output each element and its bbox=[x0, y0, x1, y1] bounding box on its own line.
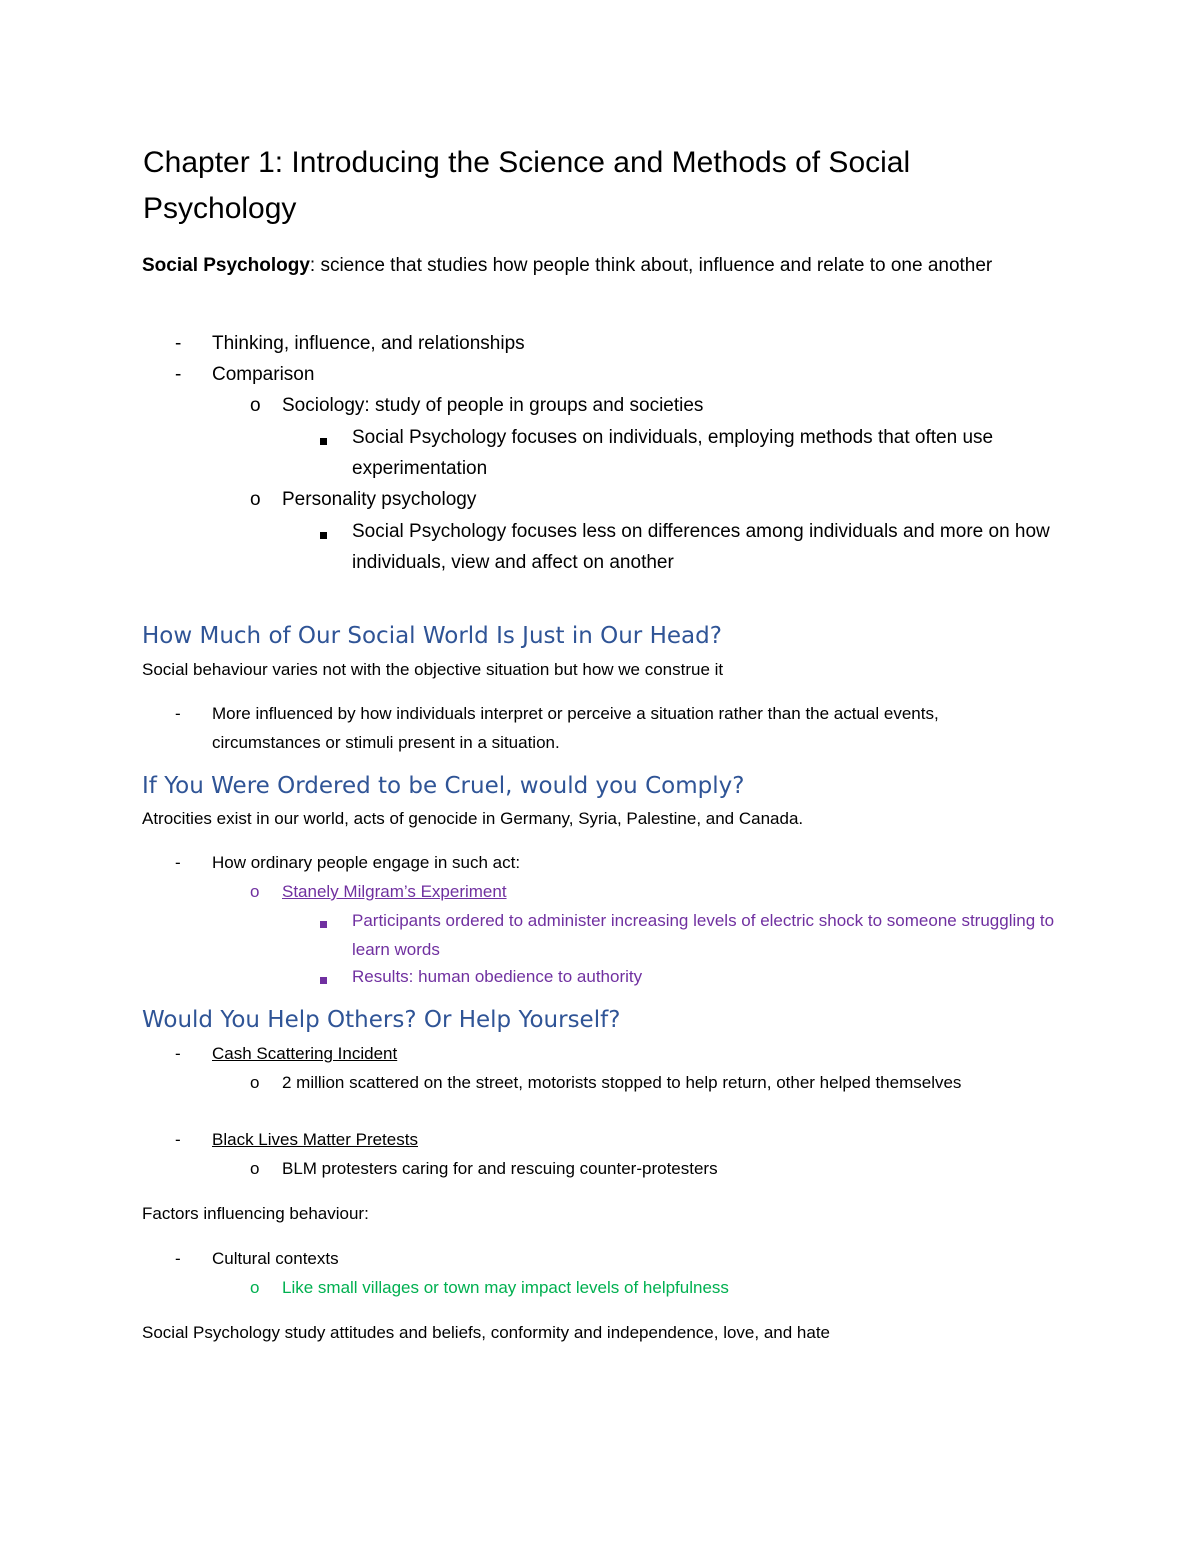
list-item-cultural-contexts: Cultural contexts bbox=[212, 1249, 339, 1268]
section-intro: Social behaviour varies not with the objective situation but how we construe it bbox=[142, 660, 724, 679]
dash-bullet: - bbox=[175, 364, 182, 385]
list-item-sociology: Sociology: study of people in groups and societies bbox=[282, 395, 704, 416]
milgram-experiment-link[interactable]: Stanely Milgram’s Experiment bbox=[282, 882, 507, 901]
circle-bullet: o bbox=[250, 489, 261, 510]
list-item-blm: Black Lives Matter Pretests bbox=[212, 1130, 418, 1149]
factors-label: Factors influencing behaviour: bbox=[142, 1204, 369, 1223]
list-item-personality: Personality psychology bbox=[282, 489, 477, 510]
section-heading: If You Were Ordered to be Cruel, would you Comply? bbox=[142, 773, 745, 799]
square-bullet-icon bbox=[320, 526, 327, 544]
square-bullet-icon bbox=[320, 915, 327, 933]
list-item-detail: Like small villages or town may impact levels of helpfulness bbox=[282, 1278, 729, 1297]
list-item-sociology-detail: Social Psychology focuses on individuals, employing methods that often use experimentation bbox=[352, 427, 994, 479]
section-heading: Would You Help Others? Or Help Yourself? bbox=[142, 1007, 621, 1033]
list-item-personality-detail: Social Psychology focuses less on differences among individuals and more on how individuals, view and affect on another bbox=[352, 521, 1050, 573]
list-item-comparison: Comparison bbox=[212, 364, 315, 385]
dash-bullet: - bbox=[175, 1044, 181, 1063]
page-title: Chapter 1: Introducing the Science and Methods of Social Psychology bbox=[143, 146, 911, 225]
definition-paragraph bbox=[142, 250, 1042, 281]
circle-bullet: o bbox=[250, 1159, 260, 1178]
circle-bullet: o bbox=[250, 1073, 260, 1092]
circle-bullet: o bbox=[250, 395, 261, 416]
list-item-thinking: Thinking, influence, and relationships bbox=[212, 333, 525, 354]
circle-bullet: o bbox=[250, 882, 260, 901]
definition-term: Social Psychology bbox=[142, 255, 310, 276]
dash-bullet: - bbox=[175, 1130, 181, 1149]
list-item: More influenced by how individuals interpret or perceive a situation rather than the actual events, circumstances or stimuli present in a situation. bbox=[212, 704, 939, 752]
square-bullet-icon bbox=[320, 971, 327, 989]
list-item-detail: BLM protesters caring for and rescuing counter-protesters bbox=[282, 1159, 718, 1178]
list-item-detail: Participants ordered to administer increasing levels of electric shock to someone struggling to learn words bbox=[352, 911, 1055, 959]
closing-paragraph: Social Psychology study attitudes and beliefs, conformity and independence, love, and hate bbox=[142, 1323, 830, 1342]
dash-bullet: - bbox=[175, 853, 181, 872]
list-item-detail: 2 million scattered on the street, motorists stopped to help return, other helped themselves bbox=[282, 1073, 962, 1092]
section-intro: Atrocities exist in our world, acts of genocide in Germany, Syria, Palestine, and Canada. bbox=[142, 809, 804, 828]
circle-bullet: o bbox=[250, 1278, 260, 1297]
square-bullet-icon bbox=[320, 432, 327, 450]
list-item-detail: Results: human obedience to authority bbox=[352, 967, 643, 986]
list-item-cash-scattering: Cash Scattering Incident bbox=[212, 1044, 398, 1063]
dash-bullet: - bbox=[175, 1249, 181, 1268]
dash-bullet: - bbox=[175, 704, 181, 723]
definition-text: : science that studies how people think about, influence and relate to one another bbox=[309, 255, 993, 276]
section-heading: How Much of Our Social World Is Just in Our Head? bbox=[142, 623, 722, 649]
list-item: How ordinary people engage in such act: bbox=[212, 853, 521, 872]
dash-bullet: - bbox=[175, 333, 182, 354]
